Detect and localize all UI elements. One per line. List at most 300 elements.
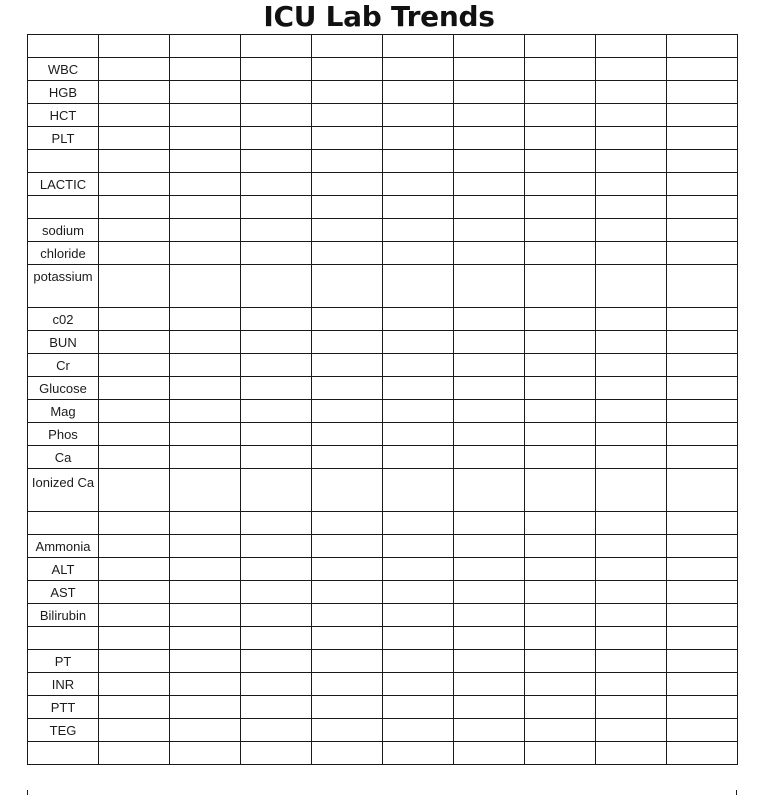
row-label-cell: Mag xyxy=(28,400,99,423)
value-cell[interactable] xyxy=(312,173,383,196)
value-cell[interactable] xyxy=(525,196,596,219)
value-cell[interactable] xyxy=(170,104,241,127)
value-cell[interactable] xyxy=(667,696,738,719)
value-cell[interactable] xyxy=(99,512,170,535)
value-cell[interactable] xyxy=(99,627,170,650)
value-cell[interactable] xyxy=(170,354,241,377)
value-cell[interactable] xyxy=(667,581,738,604)
value-cell[interactable] xyxy=(596,742,667,765)
value-cell[interactable] xyxy=(241,423,312,446)
value-cell[interactable] xyxy=(525,150,596,173)
value-cell[interactable] xyxy=(170,650,241,673)
table-row xyxy=(28,308,738,331)
value-cell[interactable] xyxy=(170,535,241,558)
value-cell[interactable] xyxy=(667,604,738,627)
value-cell[interactable] xyxy=(596,719,667,742)
value-cell[interactable] xyxy=(525,469,596,512)
value-cell[interactable] xyxy=(596,535,667,558)
table-row xyxy=(28,627,738,650)
value-cell[interactable] xyxy=(99,673,170,696)
value-cell[interactable] xyxy=(99,400,170,423)
value-cell[interactable] xyxy=(241,581,312,604)
value-cell[interactable] xyxy=(383,535,454,558)
value-cell[interactable] xyxy=(525,331,596,354)
value-cell[interactable] xyxy=(99,331,170,354)
value-cell[interactable] xyxy=(170,742,241,765)
value-cell[interactable] xyxy=(596,377,667,400)
value-cell[interactable] xyxy=(667,265,738,308)
value-cell[interactable] xyxy=(454,150,525,173)
value-cell[interactable] xyxy=(241,308,312,331)
value-cell[interactable] xyxy=(667,242,738,265)
value-cell[interactable] xyxy=(312,58,383,81)
value-cell[interactable] xyxy=(99,742,170,765)
value-cell[interactable] xyxy=(667,673,738,696)
value-cell[interactable] xyxy=(312,512,383,535)
value-cell[interactable] xyxy=(454,219,525,242)
value-cell[interactable] xyxy=(312,331,383,354)
value-cell[interactable] xyxy=(170,331,241,354)
value-cell[interactable] xyxy=(170,673,241,696)
value-cell[interactable] xyxy=(383,58,454,81)
value-cell[interactable] xyxy=(241,104,312,127)
table-row xyxy=(28,331,738,354)
value-cell[interactable] xyxy=(454,308,525,331)
value-cell[interactable] xyxy=(170,150,241,173)
value-cell[interactable] xyxy=(99,650,170,673)
value-cell[interactable] xyxy=(312,650,383,673)
value-cell[interactable] xyxy=(312,446,383,469)
value-cell[interactable] xyxy=(525,673,596,696)
value-cell[interactable] xyxy=(667,469,738,512)
value-cell[interactable] xyxy=(312,535,383,558)
value-cell[interactable] xyxy=(667,104,738,127)
value-cell[interactable] xyxy=(667,558,738,581)
value-cell[interactable] xyxy=(312,35,383,58)
value-cell[interactable] xyxy=(170,627,241,650)
value-cell[interactable] xyxy=(454,242,525,265)
value-cell[interactable] xyxy=(596,265,667,308)
value-cell[interactable] xyxy=(99,196,170,219)
value-cell[interactable] xyxy=(312,354,383,377)
value-cell[interactable] xyxy=(99,535,170,558)
value-cell[interactable] xyxy=(241,650,312,673)
value-cell[interactable] xyxy=(241,512,312,535)
value-cell[interactable] xyxy=(312,219,383,242)
value-cell[interactable] xyxy=(596,423,667,446)
value-cell[interactable] xyxy=(170,423,241,446)
value-cell[interactable] xyxy=(170,719,241,742)
value-cell[interactable] xyxy=(99,469,170,512)
value-cell[interactable] xyxy=(383,173,454,196)
value-cell[interactable] xyxy=(312,558,383,581)
value-cell[interactable] xyxy=(170,173,241,196)
value-cell[interactable] xyxy=(454,627,525,650)
table-row xyxy=(28,696,738,719)
value-cell[interactable] xyxy=(383,696,454,719)
value-cell[interactable] xyxy=(312,604,383,627)
value-cell[interactable] xyxy=(383,377,454,400)
value-cell[interactable] xyxy=(99,308,170,331)
value-cell[interactable] xyxy=(667,127,738,150)
value-cell[interactable] xyxy=(525,242,596,265)
row-label-cell: HGB xyxy=(28,81,99,104)
table-row xyxy=(28,81,738,104)
value-cell[interactable] xyxy=(525,354,596,377)
value-cell[interactable] xyxy=(596,558,667,581)
value-cell[interactable] xyxy=(454,558,525,581)
value-cell[interactable] xyxy=(454,196,525,219)
value-cell[interactable] xyxy=(383,104,454,127)
table-row xyxy=(28,535,738,558)
value-cell[interactable] xyxy=(241,35,312,58)
value-cell[interactable] xyxy=(525,308,596,331)
value-cell[interactable] xyxy=(525,35,596,58)
value-cell[interactable] xyxy=(99,377,170,400)
row-label-cell: c02 xyxy=(28,308,99,331)
value-cell[interactable] xyxy=(170,196,241,219)
value-cell[interactable] xyxy=(667,423,738,446)
table-row xyxy=(28,719,738,742)
value-cell[interactable] xyxy=(596,196,667,219)
value-cell[interactable] xyxy=(667,173,738,196)
value-cell[interactable] xyxy=(454,512,525,535)
value-cell[interactable] xyxy=(596,173,667,196)
value-cell[interactable] xyxy=(667,512,738,535)
value-cell[interactable] xyxy=(383,604,454,627)
value-cell[interactable] xyxy=(241,242,312,265)
value-cell[interactable] xyxy=(312,127,383,150)
value-cell[interactable] xyxy=(525,742,596,765)
value-cell[interactable] xyxy=(454,535,525,558)
value-cell[interactable] xyxy=(525,535,596,558)
value-cell[interactable] xyxy=(241,673,312,696)
value-cell[interactable] xyxy=(667,377,738,400)
value-cell[interactable] xyxy=(596,469,667,512)
value-cell[interactable] xyxy=(596,696,667,719)
value-cell[interactable] xyxy=(596,127,667,150)
row-label-cell: Ca xyxy=(28,446,99,469)
value-cell[interactable] xyxy=(170,219,241,242)
value-cell[interactable] xyxy=(170,242,241,265)
value-cell[interactable] xyxy=(312,423,383,446)
value-cell[interactable] xyxy=(454,127,525,150)
value-cell[interactable] xyxy=(454,742,525,765)
value-cell[interactable] xyxy=(596,219,667,242)
value-cell[interactable] xyxy=(170,696,241,719)
value-cell[interactable] xyxy=(170,377,241,400)
table-row xyxy=(28,512,738,535)
value-cell[interactable] xyxy=(596,58,667,81)
value-cell[interactable] xyxy=(241,219,312,242)
value-cell[interactable] xyxy=(312,104,383,127)
value-cell[interactable] xyxy=(170,127,241,150)
value-cell[interactable] xyxy=(525,650,596,673)
value-cell[interactable] xyxy=(596,150,667,173)
value-cell[interactable] xyxy=(312,696,383,719)
value-cell[interactable] xyxy=(241,558,312,581)
lab-trends-table-body xyxy=(28,35,738,765)
value-cell[interactable] xyxy=(99,265,170,308)
value-cell[interactable] xyxy=(667,400,738,423)
table-row xyxy=(28,58,738,81)
value-cell[interactable] xyxy=(596,446,667,469)
value-cell[interactable] xyxy=(596,627,667,650)
value-cell[interactable] xyxy=(454,400,525,423)
value-cell[interactable] xyxy=(99,719,170,742)
value-cell[interactable] xyxy=(454,650,525,673)
value-cell[interactable] xyxy=(383,219,454,242)
value-cell[interactable] xyxy=(99,581,170,604)
value-cell[interactable] xyxy=(170,581,241,604)
value-cell[interactable] xyxy=(667,150,738,173)
value-cell[interactable] xyxy=(170,265,241,308)
value-cell[interactable] xyxy=(170,81,241,104)
value-cell[interactable] xyxy=(667,719,738,742)
value-cell[interactable] xyxy=(383,354,454,377)
value-cell[interactable] xyxy=(241,627,312,650)
value-cell[interactable] xyxy=(383,308,454,331)
value-cell[interactable] xyxy=(383,35,454,58)
value-cell[interactable] xyxy=(454,423,525,446)
table-row xyxy=(28,673,738,696)
table-row xyxy=(28,354,738,377)
value-cell[interactable] xyxy=(241,150,312,173)
value-cell[interactable] xyxy=(454,719,525,742)
value-cell[interactable] xyxy=(99,558,170,581)
value-cell[interactable] xyxy=(454,265,525,308)
value-cell[interactable] xyxy=(667,219,738,242)
value-cell[interactable] xyxy=(667,535,738,558)
value-cell[interactable] xyxy=(525,104,596,127)
value-cell[interactable] xyxy=(312,719,383,742)
row-label-cell: PTT xyxy=(28,696,99,719)
value-cell[interactable] xyxy=(170,469,241,512)
value-cell[interactable] xyxy=(454,104,525,127)
value-cell[interactable] xyxy=(170,604,241,627)
value-cell[interactable] xyxy=(667,331,738,354)
value-cell[interactable] xyxy=(383,331,454,354)
value-cell[interactable] xyxy=(454,81,525,104)
value-cell[interactable] xyxy=(312,265,383,308)
table-row xyxy=(28,650,738,673)
value-cell[interactable] xyxy=(525,512,596,535)
value-cell[interactable] xyxy=(454,581,525,604)
table-row xyxy=(28,742,738,765)
value-cell[interactable] xyxy=(312,673,383,696)
value-cell[interactable] xyxy=(99,173,170,196)
value-cell[interactable] xyxy=(525,377,596,400)
value-cell[interactable] xyxy=(525,58,596,81)
value-cell[interactable] xyxy=(312,242,383,265)
value-cell[interactable] xyxy=(99,150,170,173)
value-cell[interactable] xyxy=(99,35,170,58)
value-cell[interactable] xyxy=(241,696,312,719)
value-cell[interactable] xyxy=(525,127,596,150)
row-label-cell: WBC xyxy=(28,58,99,81)
value-cell[interactable] xyxy=(241,742,312,765)
value-cell[interactable] xyxy=(99,81,170,104)
value-cell[interactable] xyxy=(454,604,525,627)
table-row xyxy=(28,242,738,265)
value-cell[interactable] xyxy=(667,35,738,58)
value-cell[interactable] xyxy=(596,604,667,627)
value-cell[interactable] xyxy=(454,446,525,469)
value-cell[interactable] xyxy=(383,150,454,173)
value-cell[interactable] xyxy=(312,627,383,650)
value-cell[interactable] xyxy=(454,469,525,512)
value-cell[interactable] xyxy=(383,650,454,673)
value-cell[interactable] xyxy=(383,400,454,423)
value-cell[interactable] xyxy=(241,604,312,627)
value-cell[interactable] xyxy=(241,58,312,81)
value-cell[interactable] xyxy=(596,104,667,127)
value-cell[interactable] xyxy=(383,423,454,446)
value-cell[interactable] xyxy=(383,196,454,219)
value-cell[interactable] xyxy=(525,627,596,650)
value-cell[interactable] xyxy=(99,104,170,127)
value-cell[interactable] xyxy=(596,81,667,104)
value-cell[interactable] xyxy=(383,81,454,104)
value-cell[interactable] xyxy=(241,446,312,469)
value-cell[interactable] xyxy=(667,354,738,377)
value-cell[interactable] xyxy=(312,196,383,219)
value-cell[interactable] xyxy=(454,377,525,400)
value-cell[interactable] xyxy=(241,354,312,377)
row-label-cell xyxy=(28,35,99,58)
value-cell[interactable] xyxy=(525,604,596,627)
value-cell[interactable] xyxy=(170,35,241,58)
value-cell[interactable] xyxy=(241,719,312,742)
value-cell[interactable] xyxy=(525,581,596,604)
value-cell[interactable] xyxy=(383,242,454,265)
value-cell[interactable] xyxy=(99,242,170,265)
value-cell[interactable] xyxy=(241,535,312,558)
value-cell[interactable] xyxy=(525,558,596,581)
value-cell[interactable] xyxy=(241,127,312,150)
value-cell[interactable] xyxy=(383,627,454,650)
value-cell[interactable] xyxy=(383,558,454,581)
table-continuation xyxy=(27,790,737,795)
value-cell[interactable] xyxy=(596,650,667,673)
value-cell[interactable] xyxy=(667,308,738,331)
value-cell[interactable] xyxy=(241,331,312,354)
row-label-cell: potassium xyxy=(28,265,99,308)
value-cell[interactable] xyxy=(312,81,383,104)
value-cell[interactable] xyxy=(312,400,383,423)
value-cell[interactable] xyxy=(99,696,170,719)
value-cell[interactable] xyxy=(383,265,454,308)
value-cell[interactable] xyxy=(454,354,525,377)
value-cell[interactable] xyxy=(596,242,667,265)
value-cell[interactable] xyxy=(312,581,383,604)
value-cell[interactable] xyxy=(454,673,525,696)
value-cell[interactable] xyxy=(525,81,596,104)
value-cell[interactable] xyxy=(312,377,383,400)
value-cell[interactable] xyxy=(525,719,596,742)
row-label-cell: Bilirubin xyxy=(28,604,99,627)
value-cell[interactable] xyxy=(170,446,241,469)
value-cell[interactable] xyxy=(99,423,170,446)
value-cell[interactable] xyxy=(454,696,525,719)
value-cell[interactable] xyxy=(596,331,667,354)
value-cell[interactable] xyxy=(454,173,525,196)
value-cell[interactable] xyxy=(241,81,312,104)
value-cell[interactable] xyxy=(383,742,454,765)
value-cell[interactable] xyxy=(383,673,454,696)
value-cell[interactable] xyxy=(667,627,738,650)
value-cell[interactable] xyxy=(596,308,667,331)
lab-trends-table xyxy=(27,34,738,765)
value-cell[interactable] xyxy=(525,219,596,242)
value-cell[interactable] xyxy=(667,742,738,765)
value-cell[interactable] xyxy=(525,173,596,196)
value-cell[interactable] xyxy=(525,446,596,469)
value-cell[interactable] xyxy=(596,35,667,58)
value-cell[interactable] xyxy=(312,308,383,331)
value-cell[interactable] xyxy=(170,400,241,423)
row-label-cell: TEG xyxy=(28,719,99,742)
value-cell[interactable] xyxy=(170,308,241,331)
value-cell[interactable] xyxy=(99,58,170,81)
value-cell[interactable] xyxy=(170,512,241,535)
value-cell[interactable] xyxy=(383,127,454,150)
value-cell[interactable] xyxy=(667,446,738,469)
value-cell[interactable] xyxy=(667,81,738,104)
value-cell[interactable] xyxy=(170,58,241,81)
value-cell[interactable] xyxy=(383,581,454,604)
value-cell[interactable] xyxy=(667,58,738,81)
value-cell[interactable] xyxy=(525,423,596,446)
value-cell[interactable] xyxy=(525,400,596,423)
value-cell[interactable] xyxy=(99,446,170,469)
value-cell[interactable] xyxy=(383,719,454,742)
value-cell[interactable] xyxy=(383,469,454,512)
value-cell[interactable] xyxy=(99,604,170,627)
value-cell[interactable] xyxy=(99,127,170,150)
value-cell[interactable] xyxy=(596,512,667,535)
value-cell[interactable] xyxy=(596,581,667,604)
value-cell[interactable] xyxy=(241,400,312,423)
value-cell[interactable] xyxy=(241,377,312,400)
value-cell[interactable] xyxy=(241,265,312,308)
value-cell[interactable] xyxy=(241,173,312,196)
value-cell[interactable] xyxy=(454,58,525,81)
value-cell[interactable] xyxy=(99,219,170,242)
value-cell[interactable] xyxy=(525,696,596,719)
value-cell[interactable] xyxy=(170,558,241,581)
value-cell[interactable] xyxy=(596,354,667,377)
table-row xyxy=(28,400,738,423)
value-cell[interactable] xyxy=(667,650,738,673)
value-cell[interactable] xyxy=(241,469,312,512)
value-cell[interactable] xyxy=(383,512,454,535)
row-label-cell: Ammonia xyxy=(28,535,99,558)
value-cell[interactable] xyxy=(525,265,596,308)
value-cell[interactable] xyxy=(454,331,525,354)
value-cell[interactable] xyxy=(99,354,170,377)
value-cell[interactable] xyxy=(454,35,525,58)
value-cell[interactable] xyxy=(312,469,383,512)
value-cell[interactable] xyxy=(312,742,383,765)
table-row xyxy=(28,35,738,58)
value-cell[interactable] xyxy=(596,400,667,423)
value-cell[interactable] xyxy=(667,196,738,219)
value-cell[interactable] xyxy=(596,673,667,696)
value-cell[interactable] xyxy=(241,196,312,219)
value-cell[interactable] xyxy=(312,150,383,173)
value-cell[interactable] xyxy=(383,446,454,469)
